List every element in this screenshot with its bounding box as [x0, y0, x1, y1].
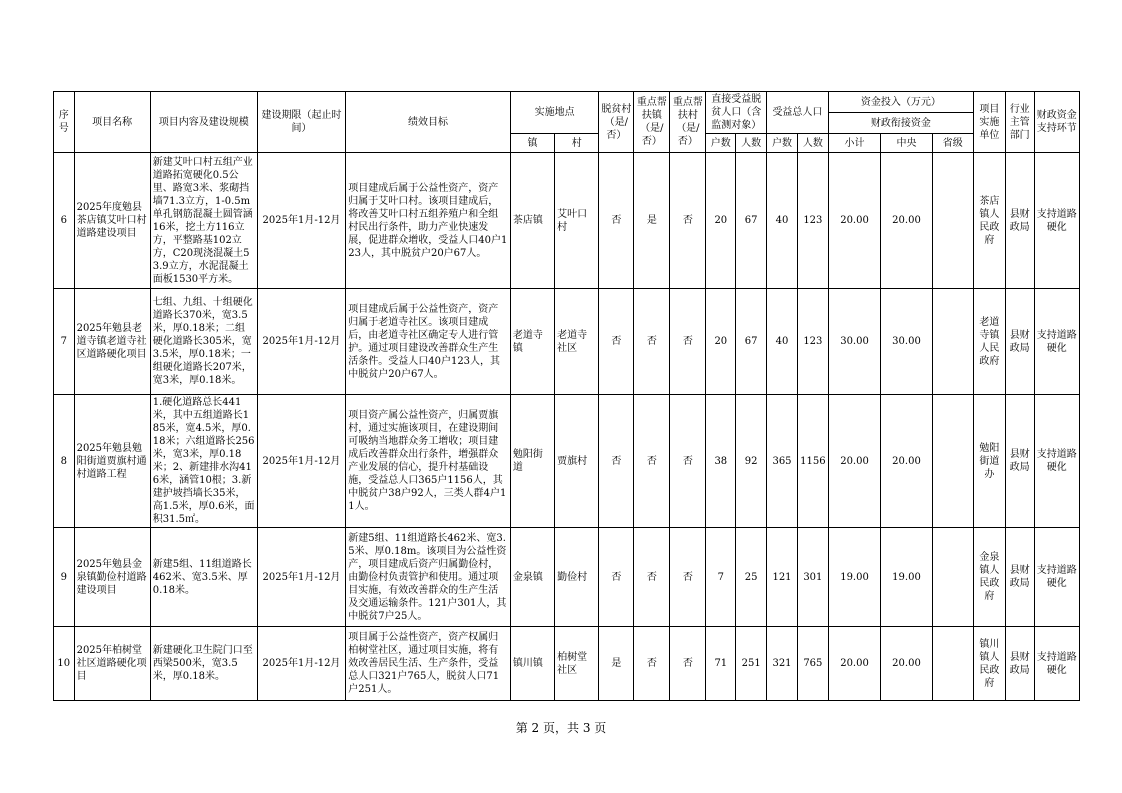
header-total-households: 户数 [767, 134, 798, 153]
table-row [54, 395, 1080, 528]
row-village: 老道寺社区 [555, 289, 599, 395]
row-direct-households: 38 [706, 395, 736, 528]
row-direct-households: 20 [706, 153, 736, 289]
row-period: 2025年1月-12月 [257, 153, 346, 289]
row-direct-households: 20 [706, 289, 736, 395]
row-dept: 县财政局 [1005, 528, 1034, 627]
row-key-town: 否 [634, 395, 670, 528]
header-dept: 行业主管部门 [1005, 92, 1034, 153]
row-provincial [932, 153, 973, 289]
row-town: 老道寺镇 [510, 289, 554, 395]
row-content: 1.硬化道路总长441米，其中五组道路长185米，宽4.5米，厚0.18米；六组道路长256米，宽3米，厚0.18米；2、新建排水沟416米，涵管10根；3.新建护坡挡墙长35米，高1.5米，厚0.6米，面积31.5㎡。 [150, 395, 257, 528]
row-support: 支持道路硬化 [1034, 528, 1079, 627]
header-central: 中央 [881, 134, 932, 153]
row-town: 勉阳街道 [510, 395, 554, 528]
row-total-households: 121 [767, 528, 798, 627]
row-poor-village: 是 [599, 627, 634, 701]
table-row [54, 528, 1080, 627]
header-total-benefit: 受益总人口 [767, 92, 829, 134]
row-central: 19.00 [881, 528, 932, 627]
row-content: 七组、九组、十组硬化道路长370米，宽3.5米，厚0.18米；二组硬化道路长305米，宽3.5米，厚0.18米；一组硬化道路长207米，宽3米，厚0.18米。 [150, 289, 257, 395]
row-seq: 6 [54, 153, 75, 289]
row-seq: 10 [54, 627, 75, 701]
row-subtotal: 19.00 [828, 528, 880, 627]
row-seq: 9 [54, 528, 75, 627]
row-name: 2025年勉县勉阳街道贾旗村通村道路工程 [74, 395, 150, 528]
header-key-village: 重点帮扶村（是/否） [670, 92, 706, 153]
row-period: 2025年1月-12月 [257, 528, 346, 627]
row-poor-village: 否 [599, 289, 634, 395]
row-dept: 县财政局 [1005, 153, 1034, 289]
row-goal: 项目建成后属于公益性资产，资产归属于艾叶口村。该项目建成后，将改善艾叶口村五组养殖户和全组村民出行条件，助力产业快速发展，促进群众增收，受益人口40户123人，其中脱贫户20户67人。 [346, 153, 511, 289]
row-direct-persons: 67 [736, 289, 767, 395]
row-key-town: 否 [634, 289, 670, 395]
row-total-households: 365 [767, 395, 798, 528]
row-poor-village: 否 [599, 395, 634, 528]
header-period: 建设期限（起止时间） [257, 92, 346, 153]
header-fiscal: 财政衔接资金 [828, 113, 973, 134]
row-support: 支持道路硬化 [1034, 395, 1079, 528]
row-direct-persons: 25 [736, 528, 767, 627]
row-village: 柏树堂社区 [555, 627, 599, 701]
row-goal: 项目属于公益性资产，资产权属归柏树堂社区，通过项目实施，将有效改善居民生活、生产条件，受益总人口321户765人，脱贫人口71户251人。 [346, 627, 511, 701]
header-direct-benefit: 直接受益脱贫人口（含监测对象） [706, 92, 767, 134]
header-name: 项目名称 [74, 92, 150, 153]
row-direct-households: 7 [706, 528, 736, 627]
header-content: 项目内容及建设规模 [150, 92, 257, 153]
row-subtotal: 20.00 [828, 627, 880, 701]
page-footer: 第 2 页，共 3 页 [515, 721, 607, 735]
row-goal: 项目建成后属于公益性资产，资产归属于老道寺社区。该项目建成后，由老道寺社区确定专人进行管护。通过项目建设改善群众生产生活条件。受益人口40户123人，其中脱贫户20户67人。 [346, 289, 511, 395]
row-total-households: 40 [767, 289, 798, 395]
header-support: 财政资金支持环节 [1034, 92, 1079, 153]
header-village: 村 [555, 134, 599, 153]
row-key-town: 否 [634, 627, 670, 701]
row-unit: 茶店镇人民政府 [973, 153, 1005, 289]
row-unit: 老道寺镇人民政府 [973, 289, 1005, 395]
header-provincial: 省级 [932, 134, 973, 153]
row-name: 2025年勉县老道寺镇老道寺社区道路硬化项目 [74, 289, 150, 395]
row-direct-persons: 251 [736, 627, 767, 701]
row-provincial [932, 289, 973, 395]
header-town: 镇 [510, 134, 554, 153]
row-content: 新建艾叶口村五组产业道路拓宽硬化0.5公里、路宽3米、浆砌挡墙71.3立方，1-0.5m单孔钢筋混凝土圆管涵16米，挖土方116立方，平整路基102立方，C20现浇混凝土53.9立方，水泥混凝土面板1530平方米。 [150, 153, 257, 289]
row-unit: 勉阳街道办 [973, 395, 1005, 528]
row-key-town: 否 [634, 528, 670, 627]
row-provincial [932, 528, 973, 627]
row-provincial [932, 627, 973, 701]
header-poor-village: 脱贫村（是/否） [599, 92, 634, 153]
row-name: 2025年度勉县茶店镇艾叶口村道路建设项目 [74, 153, 150, 289]
row-unit: 金泉镇人民政府 [973, 528, 1005, 627]
row-central: 20.00 [881, 153, 932, 289]
row-key-village: 否 [670, 289, 706, 395]
row-town: 镇川镇 [510, 627, 554, 701]
row-seq: 7 [54, 289, 75, 395]
row-period: 2025年1月-12月 [257, 627, 346, 701]
header-location: 实施地点 [510, 92, 599, 134]
header-key-town: 重点帮扶镇（是/否） [634, 92, 670, 153]
row-total-persons: 123 [797, 289, 828, 395]
row-support: 支持道路硬化 [1034, 289, 1079, 395]
row-unit: 镇川镇人民政府 [973, 627, 1005, 701]
row-village: 勤俭村 [555, 528, 599, 627]
table-row [54, 627, 1080, 701]
row-content: 新建5组、11组道路长462米、宽3.5米、厚0.18米。 [150, 528, 257, 627]
row-poor-village: 否 [599, 528, 634, 627]
row-support: 支持道路硬化 [1034, 627, 1079, 701]
header-total-persons: 人数 [797, 134, 828, 153]
header-seq: 序号 [54, 92, 75, 153]
row-total-persons: 123 [797, 153, 828, 289]
row-poor-village: 否 [599, 153, 634, 289]
table-row [54, 289, 1080, 395]
row-goal: 项目资产属公益性资产，归属贾旗村，通过实施该项目，在建设期间可吸纳当地群众务工增收；项目建成后改善群众出行条件，增强群众产业发展的信心，提升村基础设施，受益总人口365户1156人，其中脱贫户38户92人，三类人群4户11人。 [346, 395, 511, 528]
row-key-village: 否 [670, 627, 706, 701]
row-town: 金泉镇 [510, 528, 554, 627]
row-dept: 县财政局 [1005, 289, 1034, 395]
row-key-village: 否 [670, 153, 706, 289]
row-provincial [932, 395, 973, 528]
row-subtotal: 30.00 [828, 289, 880, 395]
header-funds: 资金投入（万元） [828, 92, 973, 113]
row-period: 2025年1月-12月 [257, 289, 346, 395]
row-total-persons: 1156 [797, 395, 828, 528]
row-key-town: 是 [634, 153, 670, 289]
header-direct-persons: 人数 [736, 134, 767, 153]
row-direct-households: 71 [706, 627, 736, 701]
row-dept: 县财政局 [1005, 395, 1034, 528]
row-subtotal: 20.00 [828, 395, 880, 528]
row-goal: 新建5组、11组道路长462米、宽3.5米、厚0.18m。该项目为公益性资产，项目建成后资产归属勤俭村，由勤俭村负责管护和使用。通过项目实施，有效改善群众的生产生活及交通运输条件。121户301人，其中脱贫7户25人。 [346, 528, 511, 627]
row-direct-persons: 92 [736, 395, 767, 528]
row-village: 贾旗村 [555, 395, 599, 528]
header-direct-households: 户数 [706, 134, 736, 153]
row-content: 新建硬化卫生院门口至西梁500米，宽3.5米，厚0.18米。 [150, 627, 257, 701]
row-dept: 县财政局 [1005, 627, 1034, 701]
row-key-village: 否 [670, 528, 706, 627]
row-total-persons: 765 [797, 627, 828, 701]
row-total-households: 40 [767, 153, 798, 289]
row-village: 艾叶口村 [555, 153, 599, 289]
row-name: 2025年勉县金泉镇勤俭村道路建设项目 [74, 528, 150, 627]
row-seq: 8 [54, 395, 75, 528]
row-central: 30.00 [881, 289, 932, 395]
project-table [53, 91, 1080, 701]
header-goal: 绩效目标 [346, 92, 511, 153]
row-central: 20.00 [881, 627, 932, 701]
header-unit: 项目实施单位 [973, 92, 1005, 153]
table-row [54, 153, 1080, 289]
row-subtotal: 20.00 [828, 153, 880, 289]
row-town: 茶店镇 [510, 153, 554, 289]
row-direct-persons: 67 [736, 153, 767, 289]
row-total-persons: 301 [797, 528, 828, 627]
row-name: 2025年柏树堂社区道路硬化项目 [74, 627, 150, 701]
row-period: 2025年1月-12月 [257, 395, 346, 528]
row-total-households: 321 [767, 627, 798, 701]
row-central: 20.00 [881, 395, 932, 528]
row-key-village: 否 [670, 395, 706, 528]
row-support: 支持道路硬化 [1034, 153, 1079, 289]
header-subtotal: 小计 [828, 134, 880, 153]
